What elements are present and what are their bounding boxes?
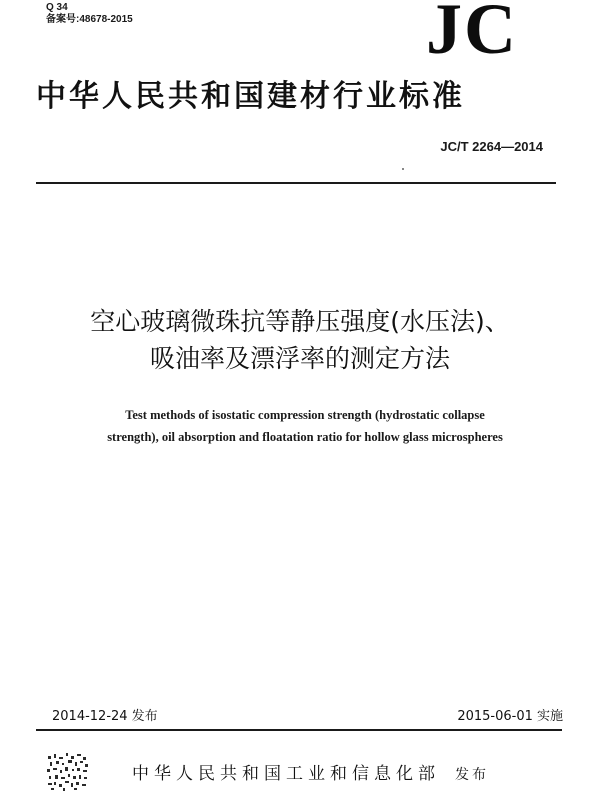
chinese-title-line-2: 吸油率及漂浮率的测定方法 <box>149 344 450 373</box>
bottom-divider <box>36 729 562 731</box>
chinese-title-line-1: 空心玻璃微珠抗等静压强度(水压法)、 <box>90 307 510 336</box>
standard-code: JC/T 2264—2014 <box>440 139 543 154</box>
english-title-line-2: strength), oil absorption and floatation ratio for hollow glass microspheres <box>107 430 503 444</box>
chinese-title <box>0 303 600 377</box>
jc-logo: JC <box>426 0 518 69</box>
classification-code: Q 34 <box>46 2 68 13</box>
publish-label: 发布 <box>455 767 489 783</box>
record-number: 备案号:48678-2015 <box>46 14 133 25</box>
ministry-seal-icon <box>46 752 90 792</box>
publisher-name: 中华人民共和国工业和信息化部 <box>132 764 440 784</box>
organization-title: 中华人民共和国建材行业标准 <box>36 79 465 114</box>
scan-speck <box>402 168 404 170</box>
implementation-date: 2015-06-01 实施 <box>457 709 563 724</box>
english-title-line-1: Test methods of isostatic compression strength (hydrostatic collapse <box>125 408 485 422</box>
issue-date: 2014-12-24 发布 <box>52 709 158 724</box>
top-divider <box>36 182 556 184</box>
english-title <box>60 404 550 448</box>
